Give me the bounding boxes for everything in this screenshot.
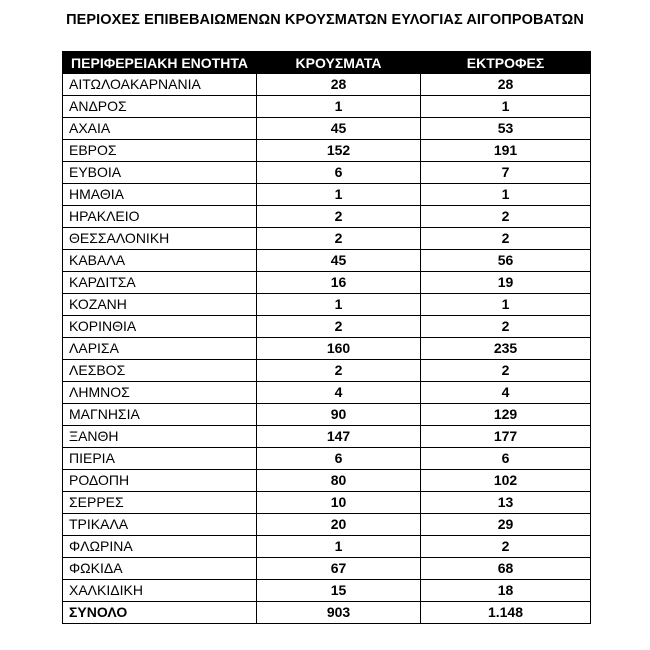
cases-cell: 67 [257,558,421,580]
table-row [63,272,591,294]
table-row [63,404,591,426]
farms-cell: 1 [421,294,591,316]
farms-cell: 13 [421,492,591,514]
farms-cell: 177 [421,426,591,448]
farms-cell: 53 [421,118,591,140]
region-cell: ΠΙΕΡΙΑ [63,448,257,470]
region-cell: ΗΜΑΘΙΑ [63,184,257,206]
region-cell: ΑΝΔΡΟΣ [63,96,257,118]
table-row [63,426,591,448]
table-row [63,448,591,470]
table-header-row [63,52,591,74]
table-row [63,316,591,338]
region-cell: ΘΕΣΣΑΛΟΝΙΚΗ [63,228,257,250]
farms-cell: 235 [421,338,591,360]
cases-table [62,51,591,624]
cases-cell: 2 [257,206,421,228]
region-cell: ΑΙΤΩΛΟΑΚΑΡΝΑΝΙΑ [63,74,257,96]
farms-cell: 191 [421,140,591,162]
table-row [63,96,591,118]
header-farms: ΕΚΤΡΟΦΕΣ [421,52,591,74]
table-row [63,118,591,140]
table-row [63,184,591,206]
farms-cell: 129 [421,404,591,426]
cases-cell: 1 [257,294,421,316]
total-label: ΣΥΝΟΛΟ [63,602,257,624]
cases-cell: 2 [257,316,421,338]
farms-cell: 2 [421,206,591,228]
cases-cell: 147 [257,426,421,448]
cases-cell: 1 [257,184,421,206]
region-cell: ΣΕΡΡΕΣ [63,492,257,514]
total-row [63,602,591,624]
table-row [63,294,591,316]
cases-cell: 160 [257,338,421,360]
farms-cell: 1 [421,96,591,118]
table-row [63,558,591,580]
table-row [63,492,591,514]
table-row [63,360,591,382]
total-farms: 1.148 [421,602,591,624]
farms-cell: 28 [421,74,591,96]
region-cell: ΜΑΓΝΗΣΙΑ [63,404,257,426]
region-cell: ΑΧΑΙΑ [63,118,257,140]
table-row [63,514,591,536]
region-cell: ΕΥΒΟΙΑ [63,162,257,184]
farms-cell: 102 [421,470,591,492]
cases-cell: 2 [257,360,421,382]
farms-cell: 29 [421,514,591,536]
region-cell: ΚΟΡΙΝΘΙΑ [63,316,257,338]
cases-cell: 10 [257,492,421,514]
farms-cell: 4 [421,382,591,404]
region-cell: ΚΟΖΑΝΗ [63,294,257,316]
cases-cell: 90 [257,404,421,426]
table-row [63,580,591,602]
cases-cell: 28 [257,74,421,96]
table-row [63,162,591,184]
farms-cell: 1 [421,184,591,206]
cases-cell: 80 [257,470,421,492]
cases-cell: 45 [257,250,421,272]
region-cell: ΚΑΒΑΛΑ [63,250,257,272]
region-cell: ΗΡΑΚΛΕΙΟ [63,206,257,228]
region-cell: ΚΑΡΔΙΤΣΑ [63,272,257,294]
cases-cell: 1 [257,536,421,558]
region-cell: ΤΡΙΚΑΛΑ [63,514,257,536]
region-cell: ΧΑΛΚΙΔΙΚΗ [63,580,257,602]
cases-cell: 6 [257,448,421,470]
table-row [63,536,591,558]
table-row [63,74,591,96]
region-cell: ΕΒΡΟΣ [63,140,257,162]
total-cases: 903 [257,602,421,624]
table-row [63,228,591,250]
page-title: ΠΕΡΙΟΧΕΣ ΕΠΙΒΕΒΑΙΩΜΕΝΩΝ ΚΡΟΥΣΜΑΤΩΝ ΕΥΛΟΓΙΑΣ ΑΙΓΟΠΡΟΒΑΤΩΝ [66,12,584,28]
region-cell: ΦΛΩΡΙΝΑ [63,536,257,558]
cases-cell: 2 [257,228,421,250]
header-region: ΠΕΡΙΦΕΡΕΙΑΚΗ ΕΝΟΤΗΤΑ [63,52,257,74]
farms-cell: 2 [421,316,591,338]
cases-cell: 1 [257,96,421,118]
farms-cell: 2 [421,228,591,250]
table-row [63,250,591,272]
region-cell: ΛΗΜΝΟΣ [63,382,257,404]
table-row [63,338,591,360]
farms-cell: 18 [421,580,591,602]
region-cell: ΛΕΣΒΟΣ [63,360,257,382]
farms-cell: 7 [421,162,591,184]
farms-cell: 6 [421,448,591,470]
region-cell: ΡΟΔΟΠΗ [63,470,257,492]
farms-cell: 2 [421,360,591,382]
header-cases: ΚΡΟΥΣΜΑΤΑ [257,52,421,74]
farms-cell: 56 [421,250,591,272]
table-row [63,206,591,228]
farms-cell: 2 [421,536,591,558]
cases-cell: 15 [257,580,421,602]
cases-cell: 45 [257,118,421,140]
cases-cell: 4 [257,382,421,404]
region-cell: ΛΑΡΙΣΑ [63,338,257,360]
cases-cell: 20 [257,514,421,536]
region-cell: ΞΑΝΘΗ [63,426,257,448]
farms-cell: 68 [421,558,591,580]
table-row [63,140,591,162]
cases-cell: 6 [257,162,421,184]
table-row [63,470,591,492]
farms-cell: 19 [421,272,591,294]
table-row [63,382,591,404]
cases-cell: 16 [257,272,421,294]
cases-cell: 152 [257,140,421,162]
table-body [63,74,591,624]
region-cell: ΦΩΚΙΔΑ [63,558,257,580]
